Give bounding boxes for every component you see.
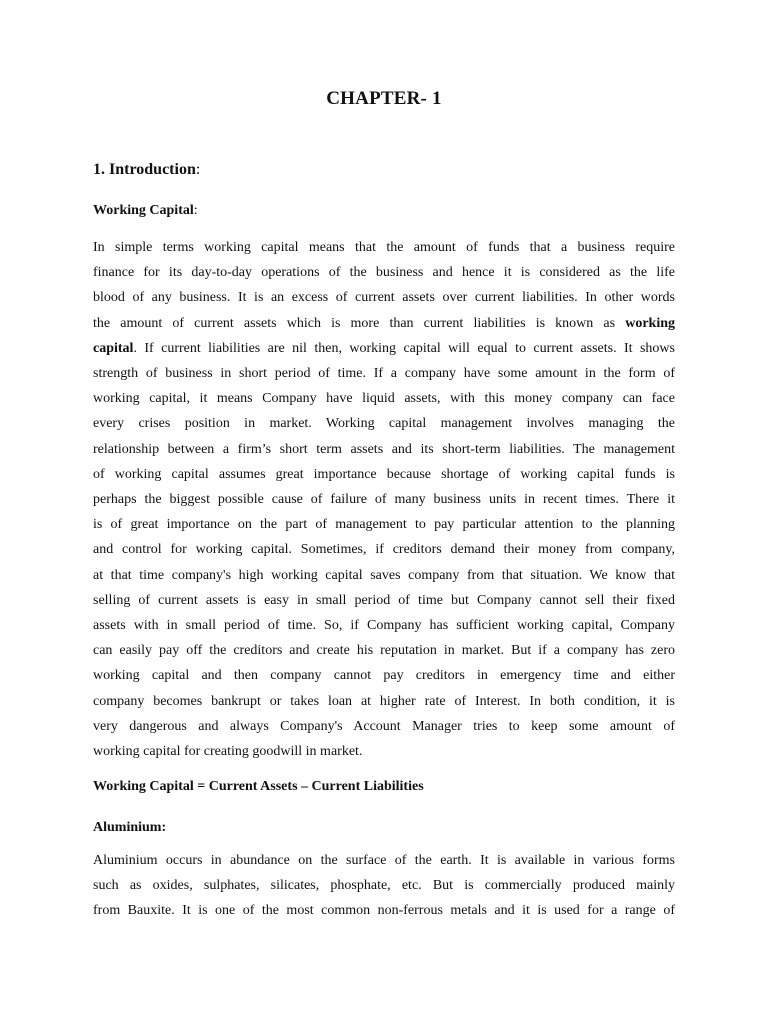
paragraph-line: is of great importance on the part of management to pay particular attention to the planning [93,517,675,533]
paragraph-line: perhaps the biggest possible cause of failure of many business units in recent times. There it [93,492,675,508]
paragraph-line [93,336,675,361]
introduction-heading [93,161,200,179]
working-capital-paragraph [93,235,675,764]
paragraph-line: from Bauxite. It is one of the most common non-ferrous metals and it is used for a range of [93,903,675,919]
paragraph-line: such as oxides, sulphates, silicates, phosphate, etc. But is commercially produced mainly [93,878,675,894]
paragraph-line: of working capital assumes great importance because shortage of working capital funds is [93,466,675,482]
formula-text: Working Capital = Current Assets – Current Liabilities [93,779,424,794]
paragraph-line: working capital for creating goodwill in market. [93,744,363,760]
aluminium-paragraph [93,848,675,924]
paragraph-line: company becomes bankrupt or takes loan at higher rate of Interest. In both condition, it is [93,693,675,709]
paragraph-line: working capital, it means Company have liquid assets, with this money company can face [93,391,675,407]
paragraph-line: working capital and then company cannot pay creditors in emergency time and either [93,668,675,684]
aluminium-heading-colon: : [161,820,167,835]
paragraph-line: finance for its day-to-day operations of the business and hence it is considered as the life [93,265,675,281]
paragraph-line: Aluminium occurs in abundance on the surface of the earth. It is available in various forms [93,853,675,868]
chapter-title: CHAPTER- 1 [326,88,442,109]
paragraph-line: strength of business in short period of time. If a company have some amount in the form of [93,366,675,382]
paragraph-line: can easily pay off the creditors and create his reputation in market. But if a company has zero [93,643,675,659]
paragraph-line-text: the amount of current assets which is more than current liabilities is known as [93,315,616,331]
paragraph-line: and control for working capital. Sometimes, if creditors demand their money from company, [93,542,675,558]
aluminium-heading-text: Aluminium [93,820,162,835]
paragraph-line: every crises position in market. Working capital management involves managing the [93,416,675,432]
working-capital-heading [93,203,198,219]
introduction-heading-text: 1. Introduction [93,161,196,178]
working-capital-heading-colon: : [193,203,198,218]
paragraph-line-text: . If current liabilities are nil then, working capital will equal to current assets. It shows [133,340,675,356]
capital-bold-term: capital [93,340,134,356]
paragraph-line: very dangerous and always Company's Account Manager tries to keep some amount of [93,718,675,734]
paragraph-line: assets with in small period of time. So, if Company has sufficient working capital, Company [93,618,675,634]
working-capital-heading-text: Working Capital [93,203,194,218]
paragraph-line: selling of current assets is easy in small period of time but Company cannot sell their fixed [93,592,675,608]
working-capital-bold-term: working [625,315,676,331]
paragraph-line: blood of any business. It is an excess of current assets over current liabilities. In other words [93,290,675,306]
aluminium-heading [93,820,166,836]
paragraph-line: relationship between a firm’s short term assets and its short-term liabilities. The management [93,441,675,457]
paragraph-line: at that time company's high working capital saves company from that situation. We know that [93,567,675,583]
paragraph-line: In simple terms working capital means that the amount of funds that a business require [93,240,675,255]
paragraph-line [93,311,675,336]
working-capital-formula [93,779,424,795]
introduction-heading-colon: : [195,161,201,178]
